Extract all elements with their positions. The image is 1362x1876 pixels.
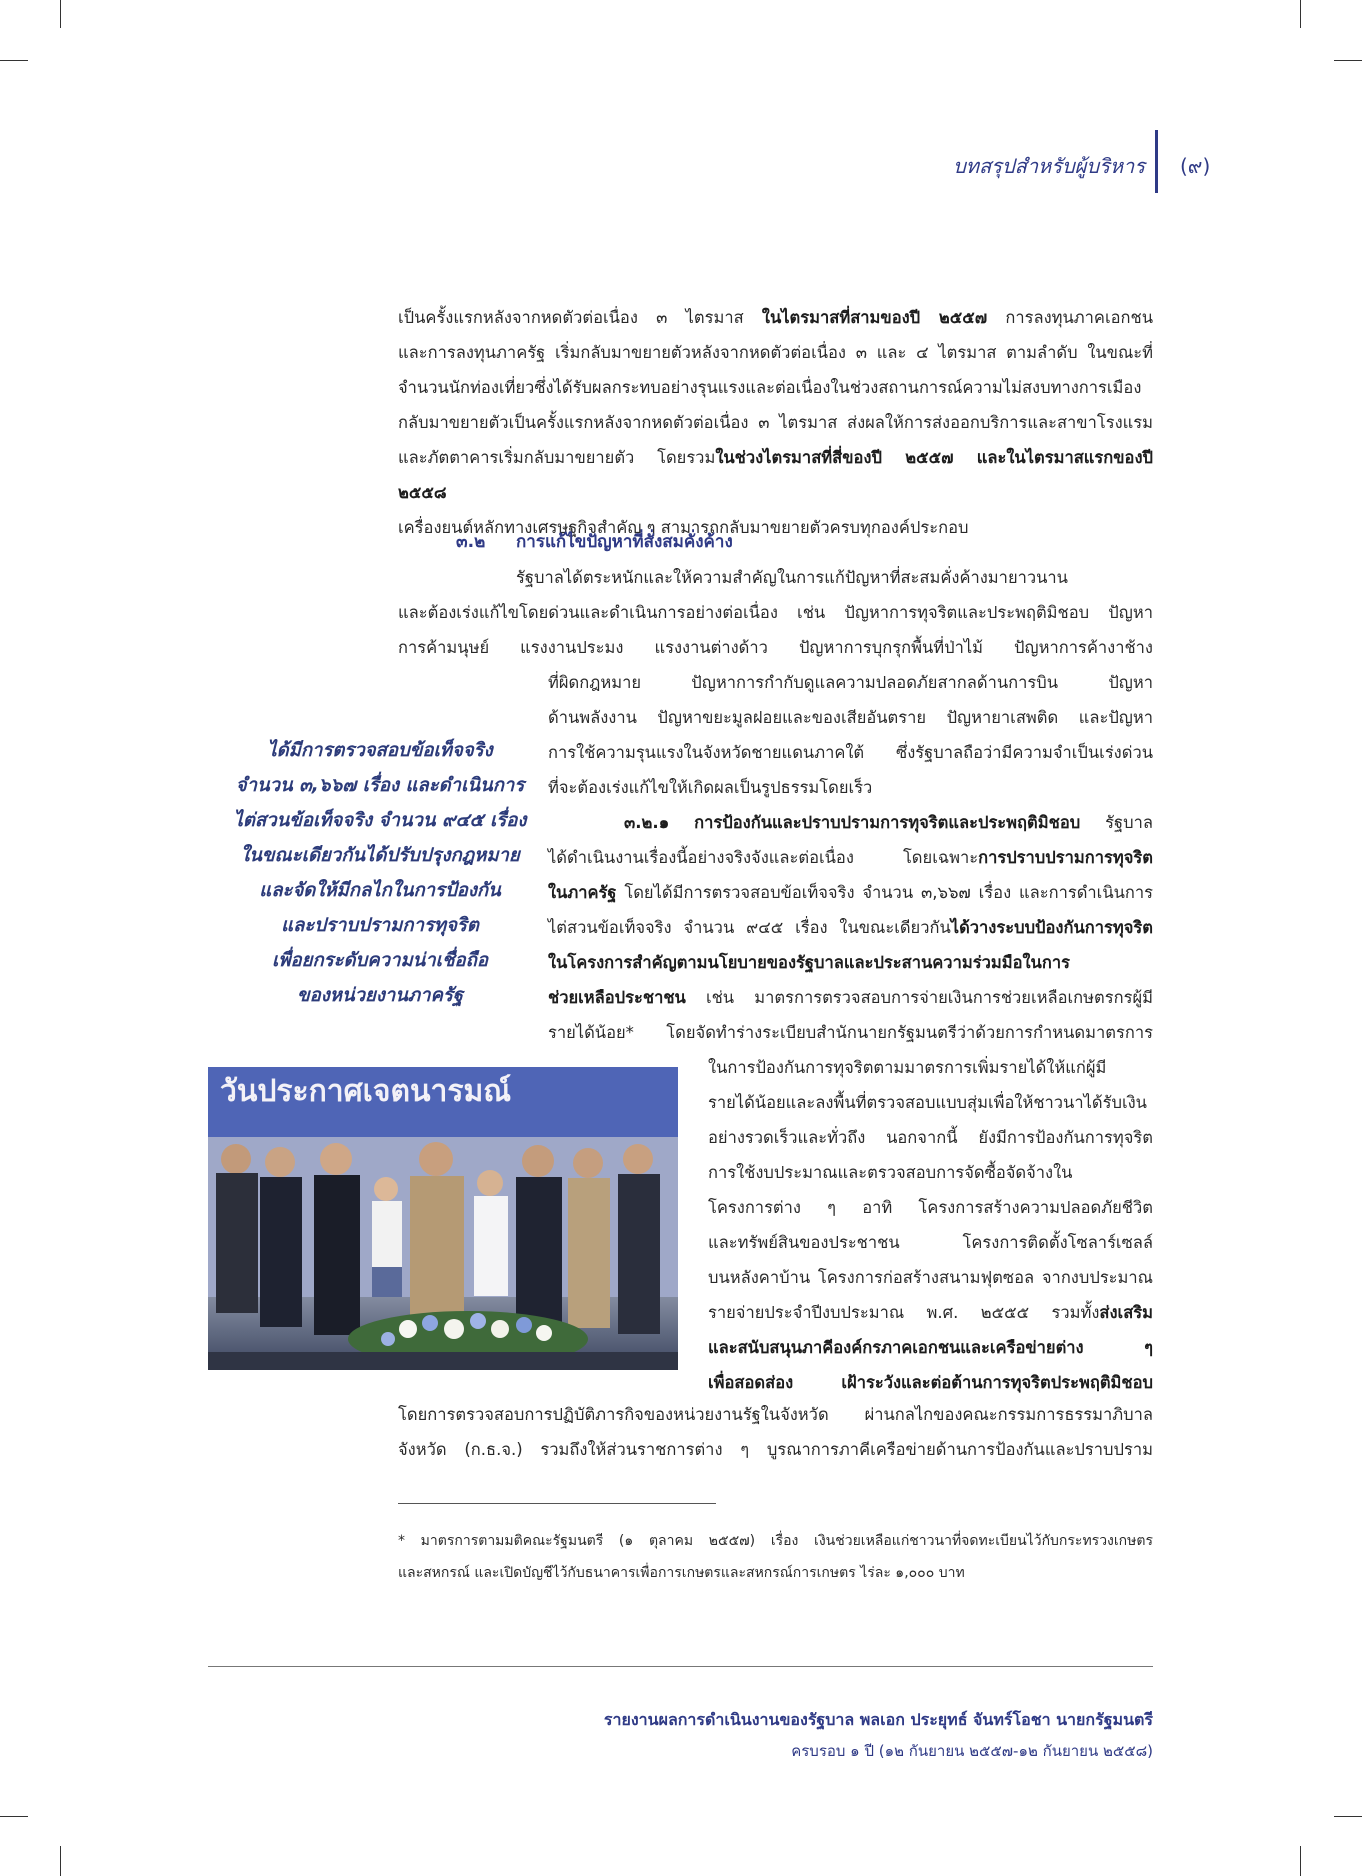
photo-banner-text: วันประกาศเจตนารมณ์ [220, 1074, 512, 1109]
text-line: และสนับสนุนภาคีองค์กรภาคเอกชนและเครือข่ายต่าง ๆ [708, 1338, 1153, 1357]
pull-quote-line: ไต่สวนข้อเท็จจริง จำนวน ๙๔๕ เรื่อง [233, 810, 527, 831]
text-line: การใช้งบประมาณและตรวจสอบการจัดซื้อจัดจ้างใน [708, 1163, 1073, 1182]
pull-quote-line: และปราบปรามการทุจริต [281, 915, 479, 936]
text-line: และทรัพย์สินของประชาชน โครงการติดตั้งโซลาร์เซลล์ [708, 1233, 1153, 1252]
running-header-title: บทสรุปสำหรับผู้บริหาร [953, 154, 1145, 178]
text-line: ได้ดำเนินงานเรื่องนี้อย่างจริงจังและต่อเนื่อง โดยเฉพาะการปราบปรามการทุจริต [548, 848, 1153, 867]
text-line: การใช้ความรุนแรงในจังหวัดชายแดนภาคใต้ ซึ่งรัฐบาลถือว่ามีความจำเป็นเร่งด่วน [548, 743, 1153, 762]
text-line: รายจ่ายประจำปีงบประมาณ พ.ศ. ๒๕๕๕ รวมทั้งส่งเสริม [708, 1303, 1153, 1322]
text-line: ที่จะต้องเร่งแก้ไขให้เกิดผลเป็นรูปธรรมโดยเร็ว [548, 778, 873, 797]
subsection-title: การป้องกันและปราบปรามการทุจริตและประพฤติมิชอบ [694, 813, 1081, 832]
text-line: จังหวัด (ก.ธ.จ.) รวมถึงให้ส่วนราชการต่าง ๆ บูรณาการภาคีเครือข่ายด้านการป้องกันและปราบปราม [398, 1440, 1153, 1459]
text-line: เครื่องยนต์หลักทางเศรษฐกิจสำคัญ ๆ สามารถกลับมาขยายตัวครบทุกองค์ประกอบ [398, 518, 969, 537]
beside-photo-paragraph [708, 1050, 1153, 1400]
crop-mark [1300, 1846, 1301, 1876]
subsection-number: ๓.๒.๑ [624, 813, 670, 832]
text-line: กลับมาขยายตัวเป็นครั้งแรกหลังจากหดตัวต่อเนื่อง ๓ ไตรมาส ส่งผลให้การส่งออกบริการและสาขาโรงแรม [398, 413, 1153, 432]
intro-paragraph [398, 300, 1153, 545]
ceremony-photo [208, 1067, 678, 1370]
text-line: ในการป้องกันการทุจริตตามมาตรการเพิ่มรายได้ให้แก่ผู้มี [708, 1058, 1107, 1077]
closing-paragraph [398, 1397, 1153, 1467]
footer-divider [208, 1666, 1153, 1667]
text-line: ด้านพลังงาน ปัญหาขยะมูลฝอยและของเสียอันตราย ปัญหายาเสพติด และปัญหา [548, 708, 1153, 727]
text-line: เป็นครั้งแรกหลังจากหดตัวต่อเนื่อง ๓ ไตรมาส ในไตรมาสที่สามของปี ๒๕๕๗ การลงทุนภาคเอกชน [398, 308, 1153, 327]
footnote-line: และสหกรณ์ และเปิดบัญชีไว้กับธนาคารเพื่อการเกษตรและสหกรณ์การเกษตร ไร่ละ ๑,๐๐๐ บาท [398, 1565, 965, 1581]
crop-mark [1300, 0, 1301, 28]
section-title: การแก้ไขปัญหาที่สั่งสมคั่งค้าง [516, 532, 733, 552]
footnote-line: * มาตรการตามมติคณะรัฐมนตรี (๑ ตุลาคม ๒๕๕๗) เรื่อง เงินช่วยเหลือแก่ชาวนาที่จดทะเบียนไว้กับกระทรวงเกษตร [398, 1533, 1153, 1549]
crop-mark [60, 1846, 61, 1876]
text-line: จำนวนนักท่องเที่ยวซึ่งได้รับผลกระทบอย่างรุนแรงและต่อเนื่องในช่วงสถานการณ์ความไม่สงบทางการเมือง [398, 378, 1142, 397]
subsection-paragraph [548, 805, 1153, 1050]
text-line: ที่ผิดกฎหมาย ปัญหาการกำกับดูแลความปลอดภัยสากลด้านการบิน ปัญหา [548, 673, 1153, 692]
ceremony-photo-illustration [208, 1067, 678, 1370]
text-line: รายได้น้อยและลงพื้นที่ตรวจสอบแบบสุ่มเพื่อให้ชาวนาได้รับเงิน [708, 1093, 1147, 1112]
text-line: บนหลังคาบ้าน โครงการก่อสร้างสนามฟุตซอล จากงบประมาณ [708, 1268, 1153, 1287]
section-number: ๓.๒ [456, 532, 486, 552]
footnote [398, 1525, 1153, 1589]
pull-quote-line: เพื่อยกระดับความน่าเชื่อถือ [272, 950, 488, 971]
text-line: โดยการตรวจสอบการปฏิบัติภารกิจของหน่วยงานรัฐในจังหวัด ผ่านกลไกของคณะกรรมการธรรมาภิบาล [398, 1405, 1153, 1424]
section-paragraph-narrow [548, 665, 1153, 805]
subsection-after-title: รัฐบาล [1080, 813, 1153, 832]
footer-report-period: ครบรอบ ๑ ปี (๑๒ กันยายน ๒๕๕๗-๑๒ กันยายน ๒๕๕๘) [791, 1742, 1153, 1760]
header-divider [1155, 130, 1158, 193]
text-line: ในภาครัฐ โดยได้มีการตรวจสอบข้อเท็จจริง จำนวน ๓,๖๖๗ เรื่อง และการดำเนินการ [548, 883, 1153, 902]
pull-quote-line: จำนวน ๓,๖๖๗ เรื่อง และดำเนินการ [235, 775, 525, 796]
text-line: ไต่สวนข้อเท็จจริง จำนวน ๙๔๕ เรื่อง ในขณะเดียวกันได้วางระบบป้องกันการทุจริต [548, 918, 1153, 937]
text-line: รายได้น้อย* โดยจัดทำร่างระเบียบสำนักนายกรัฐมนตรีว่าด้วยการกำหนดมาตรการ [548, 1023, 1153, 1042]
text-line: ช่วยเหลือประชาชน เช่น มาตรการตรวจสอบการจ่ายเงินการช่วยเหลือเกษตรกรผู้มี [548, 988, 1153, 1007]
crop-mark [1334, 60, 1362, 61]
crop-mark [0, 60, 28, 61]
crop-mark [0, 1816, 28, 1817]
text-line: รัฐบาลได้ตระหนักและให้ความสำคัญในการแก้ปัญหาที่สะสมคั่งค้างมายาวนาน [516, 568, 1068, 587]
subsection-heading-line [548, 805, 1153, 840]
text-line: และภัตตาคารเริ่มกลับมาขยายตัว โดยรวมในช่วงไตรมาสที่สี่ของปี ๒๕๕๗ และในไตรมาสแรกของปี ๒๕๕๘ [398, 448, 1153, 502]
pull-quote-line: ได้มีการตรวจสอบข้อเท็จจริง [267, 740, 493, 761]
pull-quote-line: ของหน่วยงานภาครัฐ [296, 985, 464, 1006]
crop-mark [1334, 1816, 1362, 1817]
text-line: และต้องเร่งแก้ไขโดยด่วนและดำเนินการอย่างต่อเนื่อง เช่น ปัญหาการทุจริตและประพฤติมิชอบ ปัญหา [398, 603, 1153, 622]
page-number: (๙) [1180, 154, 1211, 178]
text-line: โครงการต่าง ๆ อาทิ โครงการสร้างความปลอดภัยชีวิต [708, 1198, 1153, 1217]
text-line: เพื่อสอดส่อง เฝ้าระวังและต่อต้านการทุจริตประพฤติมิชอบ [708, 1373, 1153, 1392]
footer-report-title: รายงานผลการดำเนินงานของรัฐบาล พลเอก ประยุทธ์ จันทร์โอชา นายกรัฐมนตรี [603, 1710, 1153, 1729]
pull-quote-line: และจัดให้มีกลไกในการป้องกัน [259, 880, 501, 901]
pull-quote-line: ในขณะเดียวกันได้ปรับปรุงกฎหมาย [240, 845, 520, 866]
text-line: ในโครงการสำคัญตามนโยบายของรัฐบาลและประสานความร่วมมือในการ [548, 953, 1070, 972]
section-paragraph [398, 560, 1153, 665]
crop-mark [60, 0, 61, 28]
pull-quote [230, 733, 530, 1013]
footnote-divider [398, 1503, 716, 1504]
text-line: การค้ามนุษย์ แรงงานประมง แรงงานต่างด้าว ปัญหาการบุกรุกพื้นที่ป่าไม้ ปัญหาการค้างาช้าง [398, 638, 1153, 657]
text-line: อย่างรวดเร็วและทั่วถึง นอกจากนี้ ยังมีการป้องกันการทุจริต [708, 1128, 1153, 1147]
text-line: และการลงทุนภาครัฐ เริ่มกลับมาขยายตัวหลังจากหดตัวต่อเนื่อง ๓ และ ๔ ไตรมาส ตามลำดับ ในขณะที่ [398, 343, 1153, 362]
